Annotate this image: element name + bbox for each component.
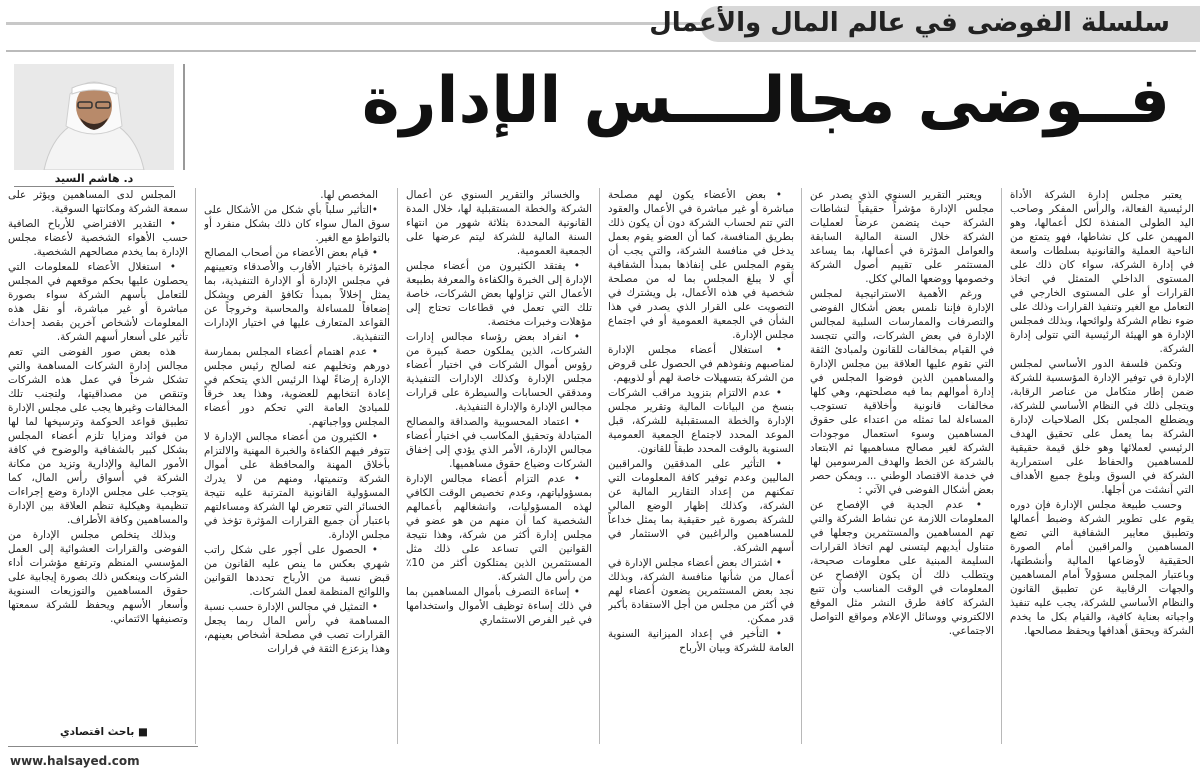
column-separator	[195, 188, 196, 744]
paragraph: وحسب طبيعة مجلس الإدارة فإن دوره يقوم على تطوير الشركة وضبط أعمالها وتطبيق معايير الشفافية التي تضع المساهمين والمراقبين أمام الصورة الحقيقية لأوضاعها المالية وأنشطتها، وباعتبار المجلس مسؤولاً أمام المساهمين والجهات الرقابية عن تطبيق القانون والنظام الأساسي للشركة، يجب عليه تنفيذ واجباته بعناية كافية، والقيام بكل ما يخدم الشركة ويحقق أهدافها ويحفظ مصالحها.	[1010, 499, 1194, 637]
paragraph: • بعض الأعضاء يكون لهم مصلحة مباشرة أو غير مباشرة في الأعمال والعقود التي تتم لحساب الشركة دون أن يكون ذلك بطريق المنافسة، كما أن العضو يقوم بعمل يدخل في منافسة الشركة، والتي يجب أن يقوم المجلس على إنفاذها بمبدأ الشفافية أي لا يبلغ المجلس بما له من مصلحة شخصية في هذه الأعمال، بل ويشترك في التصويت على القرار الذي يصدر في هذا الشأن في الجمعية العمومية أو في اجتماع مجلس الإدارة.	[608, 189, 794, 341]
author-name: د. هاشم السيد	[54, 172, 134, 185]
paragraph: • التأثير على المدققين والمراقبين الماليين وعدم توفير كافة المعلومات التي تمكنهم من إعداد التقارير المالية عن الشركة، وكذلك إظهار الوضع المالي للشركة بصورة غير حقيقية بما يمثل خداعاً للمساهمين والراغبين في الاستثمار في أسهم الشركة.	[608, 458, 794, 554]
paragraph: • التأخير في إعداد الميزانية السنوية العامة للشركة وبيان الأرباح	[608, 628, 794, 654]
paragraph: ويعتبر التقرير السنوي الذي يصدر عن مجلس الإدارة مؤشراً حقيقياً لنشاطات الشركة حيث يتضمن عرضاً لعمليات الشركة خلال السنة المالية السابقة والعوامل المؤثرة في أعمالها، بما يساعد المستثمر على تقييم أصول الشركة وخصومها ووضعها المالي ككل.	[810, 189, 994, 285]
paragraph: • انفراد بعض رؤساء مجالس إدارات الشركات، الذين يملكون حصة كبيرة من رؤوس أموال الشركات في اختيار أعضاء مجلس الإدارة وكذلك الإدارات التنفيذية ومدققي الحسابات والسيطرة على قرارات مجالس الإدارة والإدارة التنفيذية.	[406, 331, 592, 413]
paragraph: • يفتقد الكثيرون من أعضاء مجلس الإدارة إلى الخبرة والكفاءة والمعرفة بطبيعة الأعمال التي تزاولها بعض الشركات، خاصة تلك التي تعمل في قطاعات تحتاج إلى مؤهلات وخبرات مختصة.	[406, 260, 592, 328]
column-4	[406, 188, 592, 744]
paragraph: • اشتراك بعض أعضاء مجلس الإدارة في أعمال من شأنها منافسة الشركة، وبذلك نجد بعض المستثمرين يضعون أعضاء لهم في أكثر من مجلس من أجل الاستفادة بأكبر قدر ممكن.	[608, 557, 794, 625]
photo-divider	[183, 64, 185, 170]
page-header	[0, 0, 1200, 46]
paragraph: • عدم التزام أعضاء مجالس الإدارة بمسؤولياتهم، وعدم تخصيص الوقت الكافي لهذه المسؤوليات، وانشغالهم بأعمالهم الشخصية كما أن منهم من هو عضو في مجلس إدارة أكثر من شركة، وهذا نتيجة القوانين التي تساعد على ذلك مثل المستثمرين الذين يمتلكون أكثر من 10٪ من رأس مال الشركة.	[406, 473, 592, 583]
column-separator	[397, 188, 398, 744]
footer-rule	[8, 746, 198, 747]
paragraph: •التأثير سلباً بأي شكل من الأشكال على سوق المال سواء كان ذلك بشكل منفرد أو بالتواطؤ مع الغير.	[204, 204, 390, 244]
paragraph: • الكثيرون من أعضاء مجالس الإدارة لا تتوفر فيهم الكفاءة والخبرة المهنية والالتزام بأخلاق المهنة والمحافظة على أموال الشركة وتنميتها، ومنهم من لا يدرك المسؤولية القانونية المترتبة عليه نتيجة الخسائر التي تتعرض لها الشركة ومساءلتهم باعتبار أن جميع القرارات المؤثرة تؤخذ في مجلس الإدارة.	[204, 431, 390, 541]
column-3	[608, 188, 794, 744]
paragraph: وبذلك يتخلص مجلس الإدارة من الفوضى والقرارات العشوائية إلى العمل المؤسسي المنظم وترتفع مؤشرات أداء الشركات وينعكس ذلك بصورة إيجابية على حقوق المساهمين والتوزيعات السنوية وأسعار الأسهم ويحفظ للشركة سمعتها وتصنيفها الائتماني.	[8, 529, 188, 625]
article-headline: فــوضى مجالــــس الإدارة	[361, 64, 1170, 138]
paragraph: • استغلال أعضاء مجلس الإدارة لمناصبهم ونفوذهم في الحصول على قروض من الشركة بتسهيلات خاصة لهم أو لذويهم.	[608, 344, 794, 384]
paragraph: • التمثيل في مجالس الإدارة حسب نسبة المساهمة في رأس المال ربما يجعل القرارات تصب في مصلحة أشخاص بعينهم، وهذا يزعزع الثقة في قرارات	[204, 601, 390, 655]
paragraph: يعتبر مجلس إدارة الشركة الأداة الرئيسية الفعالة، والرأس المفكر وصاحب اليد الطولى المنفذة لكل أعمالها، وهو المهيمن على كل نشاطها، فهو يتمتع من الناحية العملية والقانونية بسلطات واسعة في إدارة الشركة، سواء كان ذلك على المستوى الداخلي المتمثل في اتخاذ القرارات أو على المستوى الخارجي في التعامل مع الغير وتنفيذ القرارات وذلك على ضوء نظام الشركة ولوائحها، وبذلك فمجلس الإدارة هو الهيئة الرئيسية التي تتولى إدارة الشركة.	[1010, 189, 1194, 355]
paragraph: • استغلال الأعضاء للمعلومات التي يحصلون عليها بحكم موقعهم في المجلس للتعامل بأسهم الشركة سواء بصورة مباشرة أو غير مباشرة، أو نقل هذه المعلومات لأشخاص آخرين بقصد إحداث تأثير على أسعار أسهم الشركة.	[8, 261, 188, 343]
column-separator	[1001, 188, 1002, 744]
paragraph: ورغم الأهمية الاستراتيجية لمجلس الإدارة فإننا نلمس بعض أشكال الفوضى والتصرفات والممارسات السلبية لمجالس الإدارة في بعض الشركات، والتي تتجسد في القيام بمخالفات للقانون ولمبادئ الثقة التي تقوم عليها العلاقة بين مجلس الإدارة والمساهمين الذين فوضوا المجلس في إدارة أموالهم بما فيه مصلحتهم، وهي كلها مخالفات قانونية وأخلاقية تستوجب المساءلة لما تمثله من اعتداء على حقوق المساهمين وسوء استعمال موجودات الشركة لغير مصالح مساهميها ثم الابتعاد بالشركة عن الخط والهدف المرسومين لها في خدمة الاقتصاد الوطني ... ويمكن حصر بعض أشكال الفوضى في الآتي :	[810, 288, 994, 496]
column-2	[810, 188, 994, 744]
column-separator	[599, 188, 600, 744]
paragraph: • الحصول على أجور على شكل راتب شهري بعكس ما ينص عليه القانون من قبض نسبة من الأرباح تحددها القوانين واللوائح المنظمة لعمل الشركات.	[204, 544, 390, 598]
paragraph: • قيام بعض الأعضاء من أصحاب المصالح المؤثرة باختيار الأقارب والأصدقاء وتعيينهم في مجلس الإدارة أو الإدارة التنفيذية، بما يمثل إخلالاً بمبدأ تكافؤ الفرص ويشكل إضعافاً للمساءلة والمحاسبة وخروجاً عن القواعد المتعارف عليها في اختيار الإدارات التنفيذية.	[204, 247, 390, 343]
paragraph: المجلس لدى المساهمين ويؤثر على سمعة الشركة ومكانتها السوقية.	[8, 189, 188, 215]
series-banner	[649, 6, 1200, 42]
column-6	[8, 188, 188, 724]
website-url: www.halsayed.com	[10, 754, 140, 768]
paragraph: وتكمن فلسفة الدور الأساسي لمجلس الإدارة في توفير الإدارة المؤسسية للشركة ضمن إطار متكامل من عناصر الرقابة، ويتجلى ذلك في النظام الأساسي للشركة، ويضطلع المجلس بكل الصلاحيات لإدارة الشركة بما يعمل على تحقيق الهدف الرئيسي لعملائها وهو خلق قيمة حقيقية للمساهمين والحفاظ على استمرارية الشركة في السوق وبلوغ جميع الأهداف التي أنشئت من أجلها.	[1010, 358, 1194, 496]
paragraph: المخصص لها.	[320, 189, 378, 201]
paragraph: • عدم الجدية في الإفصاح عن المعلومات اللازمة عن نشاط الشركة والتي تهم المساهمين والمستثمرين وجعلها في متناول أيديهم ليتسنى لهم اتخاذ القرارات السليمة المبنية على معلومات صحيحة، ويتطلب ذلك أن يكون الإفصاح عن المعلومات في الوقت المناسب وأن تتبع الشركة كافة طرق النشر مثل الموقع الالكتروني ووسائل الإعلام ومواقع التواصل الاجتماعي.	[810, 499, 994, 637]
article-body	[8, 188, 1194, 744]
paragraph: • إساءة التصرف بأموال المساهمين بما في ذلك إساءة توظيف الأموال واستخدامها في غير الفرص الاستثماري	[406, 586, 592, 626]
paragraph: • التقدير الافتراضي للأرباح الصافية حسب الأهواء الشخصية لأعضاء مجلس الإدارة بما يخدم مصالحهم الشخصية.	[8, 218, 188, 258]
column-1	[1010, 188, 1194, 744]
paragraph: • عدم اهتمام أعضاء المجلس بممارسة دورهم وتخليهم عنه لصالح رئيس مجلس الإدارة إرضاءً لهذا الرئيس الذي يتحكم في إعادة انتخابهم للعضوية، وهذا يعد خرقاً للمبادئ العامة التي تحكم دور أعضاء المجلس وواجباتهم.	[204, 346, 390, 428]
author-portrait-icon	[14, 64, 174, 170]
paragraph: • عدم الالتزام بتزويد مراقب الشركات بنسخ من البيانات المالية وتقرير مجلس الإدارة والخطة المستقبلية للشركة، قبل الموعد المحدد لاجتماع الجمعية العمومية السنوية بالوقت المحدد طبقاً للقانون.	[608, 387, 794, 455]
series-title: سلسلة الفوضى في عالم المال والأعمال	[649, 8, 1170, 38]
header-divider	[6, 50, 1196, 52]
paragraph: هذه بعض صور الفوضى التي تعم مجالس إدارة الشركات المساهمة والتي تشكل شرخاً في عمل هذه الشركات وتنقص من مصداقيتها، ولتجنب تلك المخالفات وغيرها يجب على مجلس الإدارة تطبيق قواعد الحوكمة وترسيخها لما لها من فوائد ومزايا تلزم أعضاء المجلس بشكل كبير بالشفافية والوضوح في كافة الأمور المالية والإدارية وتزيد من مكانة الشركة في أسواق رأس المال، كما يتوجب على مجلس الإدارة وضع إجراءات تنظيمية وهيكلية تنظم العلاقة بين الإدارة والمساهمين وكافة الأطراف.	[8, 346, 188, 526]
header-rule	[6, 22, 706, 25]
column-5	[204, 188, 390, 744]
author-rule	[14, 186, 174, 187]
author-photo	[14, 64, 174, 170]
paragraph: • اعتماد المحسوبية والصداقة والمصالح المتبادلة وتحقيق المكاسب في اختيار أعضاء مجالس الإدارة، الأمر الذي يؤدي إلى إخفاق الشركات وضياع حقوق مساهميها.	[406, 416, 592, 470]
author-signature: ■ باحث اقتصادي	[60, 726, 148, 738]
paragraph: والخسائر والتقرير السنوي عن أعمال الشركة والخطة المستقبلية لها، خلال المدة القانونية المحددة بثلاثة شهور من انتهاء السنة المالية للشركة ليتم عرضها على الجمعية العمومية.	[406, 189, 592, 257]
column-separator	[801, 188, 802, 744]
